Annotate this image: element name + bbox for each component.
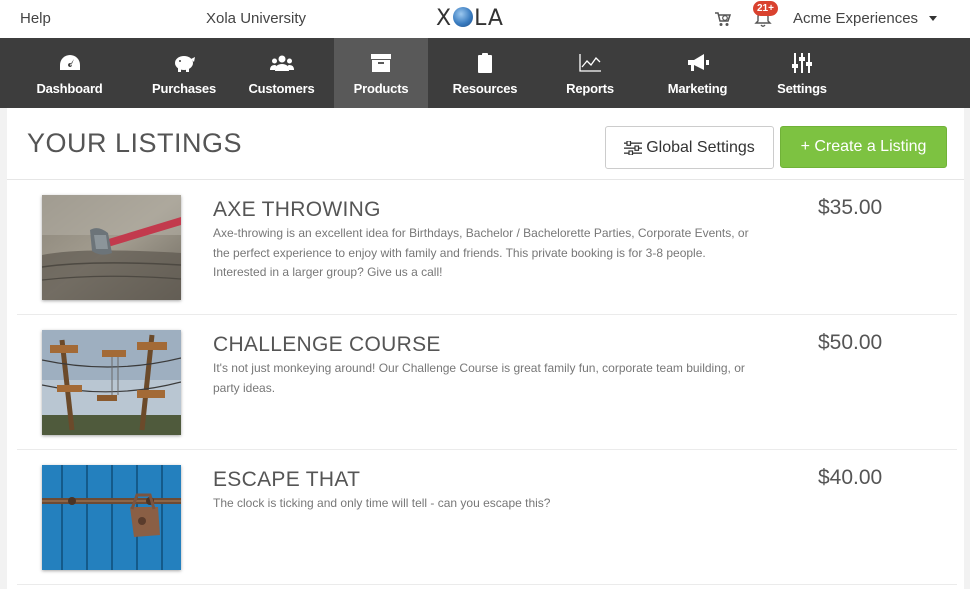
caret-down-icon[interactable]	[929, 16, 937, 21]
cart-icon[interactable]	[714, 10, 732, 28]
global-settings-button[interactable]	[605, 126, 774, 169]
nav-label: Dashboard	[36, 81, 103, 96]
listing-description: The clock is ticking and only time will tell - can you escape this?	[213, 496, 551, 510]
xola-logo[interactable]: X LA	[436, 6, 504, 31]
nav-item-resources[interactable]	[428, 38, 542, 108]
listings-panel	[7, 108, 964, 589]
clipboard-icon	[477, 52, 493, 74]
nav-item-purchases[interactable]	[139, 38, 229, 108]
listing-name[interactable]: AXE THROWING	[213, 198, 381, 221]
escape-that-thumbnail[interactable]	[42, 465, 181, 570]
box-icon	[370, 52, 392, 74]
nav-label: Resources	[452, 81, 518, 96]
challenge-course-thumbnail[interactable]	[42, 330, 181, 435]
nav-item-products[interactable]	[334, 38, 428, 108]
piggy-bank-icon	[172, 52, 196, 74]
nav-label: Settings	[777, 81, 827, 96]
nav-label: Customers	[248, 81, 315, 96]
help-link[interactable]: Help	[20, 10, 51, 27]
listing-item[interactable]	[17, 450, 957, 585]
listing-description: Axe-throwing is an excellent idea for Birthdays, Bachelor / Bachelorette Parties, Corporate Events, or the perfect experience to enjoy with family and friends. This private booking is for 3-8 people. Interested in a larger group? Give us a call!	[213, 226, 749, 279]
nav-item-customers[interactable]	[229, 38, 334, 108]
listing-price: $40.00	[818, 466, 883, 489]
listing-price: $50.00	[818, 331, 883, 354]
listing-name[interactable]: CHALLENGE COURSE	[213, 333, 441, 356]
xola-university-link[interactable]: Xola University	[206, 10, 307, 27]
listing-name[interactable]: ESCAPE THAT	[213, 468, 361, 491]
notification-badge[interactable]: 21+	[753, 1, 778, 16]
nav-label: Purchases	[152, 81, 216, 96]
nav-label: Products	[353, 81, 409, 96]
megaphone-icon	[686, 52, 710, 74]
globe-icon	[453, 7, 473, 27]
panel-header	[7, 108, 964, 180]
nav-item-settings[interactable]	[757, 38, 847, 108]
listing-price: $35.00	[818, 196, 883, 219]
main-nav	[0, 38, 970, 108]
page-title: YOUR LISTINGS	[27, 128, 243, 158]
users-icon	[270, 52, 294, 74]
sliders-icon	[791, 52, 813, 74]
nav-item-dashboard[interactable]	[0, 38, 139, 108]
top-bar	[0, 0, 970, 38]
global-settings-label: Global Settings	[646, 138, 755, 156]
nav-label: Marketing	[667, 81, 728, 96]
dashboard-icon	[59, 52, 81, 74]
create-listing-button[interactable]: + Create a Listing	[780, 126, 947, 168]
sliders-horizontal-icon	[624, 141, 642, 155]
listing-item[interactable]	[17, 315, 957, 450]
account-menu[interactable]: Acme Experiences	[793, 10, 919, 27]
nav-item-reports[interactable]	[542, 38, 638, 108]
nav-item-marketing[interactable]	[638, 38, 757, 108]
nav-label: Reports	[566, 81, 614, 96]
listing-description: It's not just monkeying around! Our Challenge Course is great family fun, corporate team building, or party ideas.	[213, 361, 745, 395]
line-chart-icon	[578, 52, 602, 74]
listing-item[interactable]	[17, 180, 957, 315]
axe-throwing-thumbnail[interactable]	[42, 195, 181, 300]
